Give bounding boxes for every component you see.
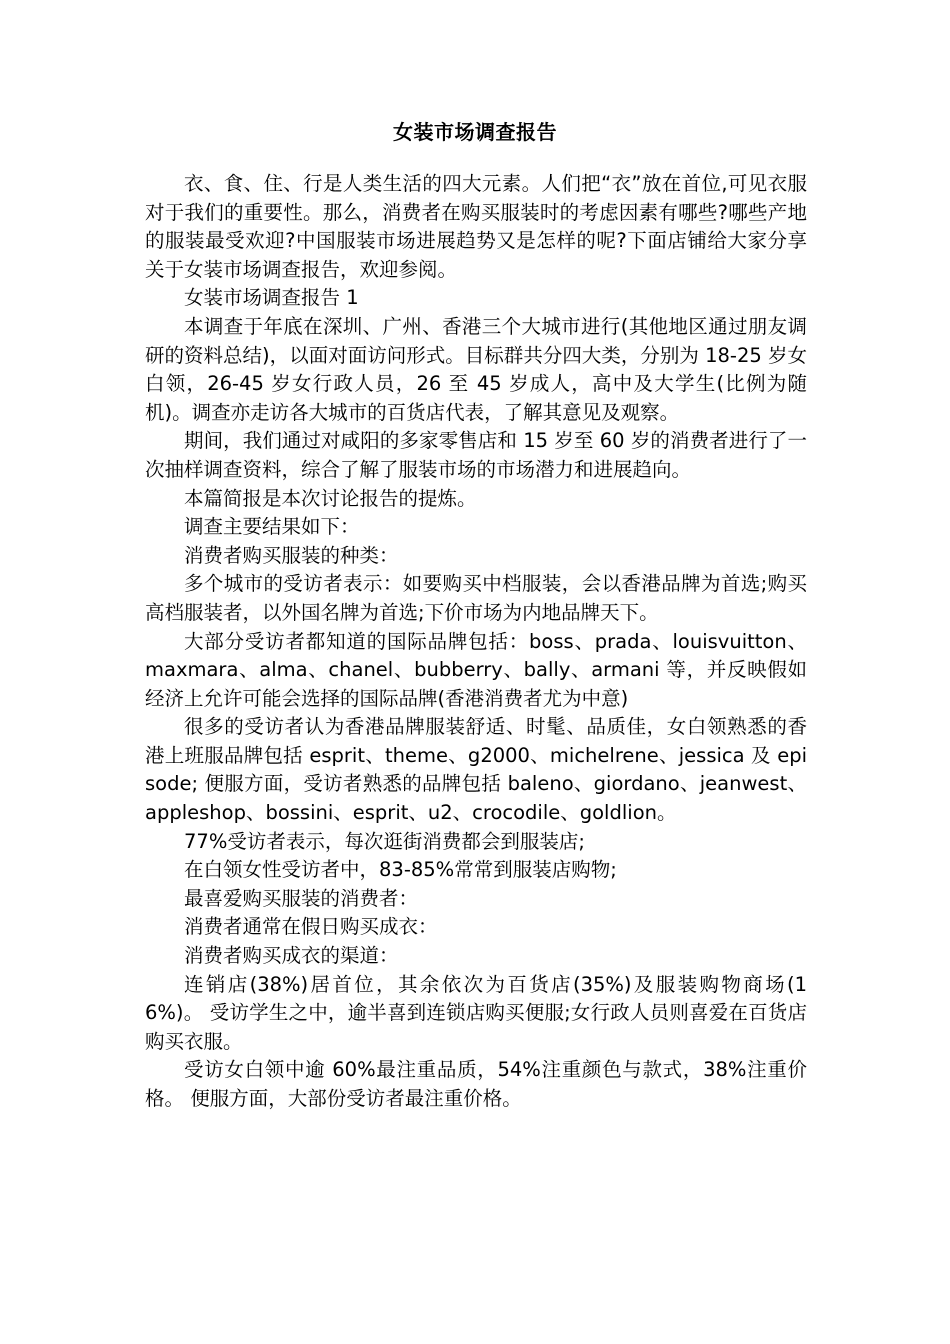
document-body [145, 170, 807, 1114]
paragraph-sampling: 期间，我们通过对咸阳的多家零售店和 15 岁至 60 岁的消费者进行了一次抽样调查资料，综合了解了服装市场的市场潜力和进展趋向。 [145, 429, 807, 481]
paragraph-priorities: 受访女白领中逾 60%最注重品质，54%注重颜色与款式，38%注重价格。 便服方面，大部份受访者最注重价格。 [145, 1058, 807, 1110]
paragraph-channels: 连销店(38%)居首位，其余依次为百货店(35%)及服装购物商场(16%)。 受访学生之中，逾半喜到连锁店购买便服;女行政人员则喜爱在百货店购买衣服。 [145, 972, 807, 1053]
document-title: 女装市场调查报告 [393, 120, 557, 144]
paragraph-summary-note: 本篇简报是本次讨论报告的提炼。 [184, 486, 477, 510]
paragraph-main-results: 调查主要结果如下： [184, 515, 360, 539]
paragraph-international-brands: 大部分受访者都知道的国际品牌包括：boss、prada、louisvuitton、maxmara、alma、chanel、bubberry、bally、armani 等，并反映假如经济上允许可能会选择的国际品牌(香港消费者尤为中意) [145, 629, 807, 710]
paragraph-favorite-buyers: 最喜爱购买服装的消费者： [184, 886, 419, 910]
paragraph-section-heading: 女装市场调查报告 1 [184, 286, 359, 310]
paragraph-survey-scope: 本调查于年底在深圳、广州、香港三个大城市进行(其他地区通过朋友调研的资料总结)，以面对面访问形式。目标群共分四大类，分别为 18-25 岁女白领，26-45 岁女行政人员，26 至 45 岁成人，高中及大学生(比例为随机)。调查亦走访各大城市的百货店代表，了解其意见及观察。 [145, 314, 807, 424]
paragraph-holiday-shopping: 消费者通常在假日购买成衣： [184, 915, 438, 939]
paragraph-intro: 衣、食、住、行是人类生活的四大元素。人们把“衣”放在首位,可见衣服对于我们的重要性。那么，消费者在购买服装时的考虑因素有哪些?哪些产地的服装最受欢迎?中国服装市场进展趋势又是怎样的呢?下面店铺给大家分享关于女装市场调查报告，欢迎参阅。 [145, 172, 807, 281]
paragraph-shopping-frequency: 77%受访者表示，每次逛街消费都会到服装店; [184, 829, 585, 853]
paragraph-hk-brands: 很多的受访者认为香港品牌服装舒适、时髦、品质佳，女白领熟悉的香港上班服品牌包括 esprit、theme、g2000、michelrene、jessica 及 episode; 便服方面，受访者熟悉的品牌包括 baleno、giordano、jeanwest、appleshop、bossini、esprit、u2、crocodile、goldlion。 [145, 715, 807, 825]
paragraph-channels-heading: 消费者购买成衣的渠道： [184, 944, 399, 968]
paragraph-clothing-types: 消费者购买服装的种类： [184, 543, 399, 567]
paragraph-brand-preference: 多个城市的受访者表示：如要购买中档服装，会以香港品牌为首选;购买高档服装者，以外国名牌为首选;下价市场为内地品牌天下。 [145, 572, 807, 624]
paragraph-white-collar-shopping: 在白领女性受访者中，83-85%常常到服装店购物; [184, 858, 617, 882]
